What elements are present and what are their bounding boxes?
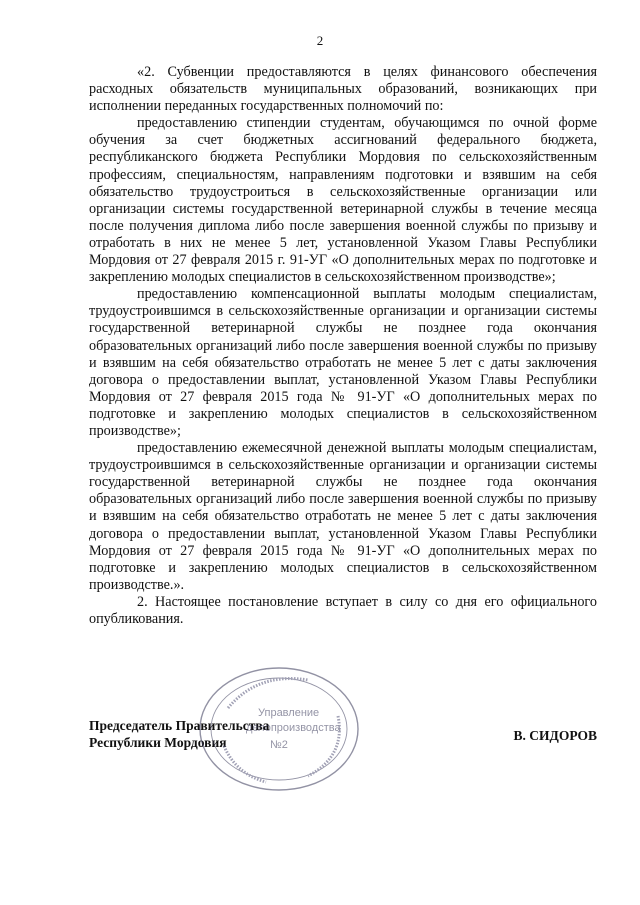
- signatory-title-line2: Республики Мордовия: [89, 735, 227, 750]
- page-number: 2: [316, 33, 324, 48]
- paragraph-monthly-payment: предоставлению ежемесячной денежной выплаты молодым специалистам, трудоустроившимся в сельскохозяйственные организации и организации системы государственной ветеринарной службы не позднее года окончания образовательных организаций либо после завершения военной службы по призыву и взявшим на себя обязательство отработать не менее 5 лет с даты заключения договора о предоставлении выплат, установленной Указом Главы Республики Мордовия от 27 февраля 2015 года № 91-УГ «О дополнительных мерах по подготовке и закреплению молодых специалистов в сельскохозяйственном производстве.».: [89, 440, 597, 593]
- signatory-name: В. СИДОРОВ: [513, 728, 597, 743]
- signatory-title-line1: Председатель Правительства: [89, 718, 270, 733]
- paragraph-effective-date: 2. Настоящее постановление вступает в силу со дня его официального опубликования.: [89, 593, 597, 627]
- stamp-line3: №2: [270, 739, 288, 751]
- official-stamp: [196, 664, 362, 794]
- document-body: [89, 64, 597, 628]
- stamp-line2: делопроизводства: [246, 722, 341, 734]
- paragraph-scholarship: предоставлению стипендии студентам, обучающимся по очной форме обучения за счет бюджетных ассигнований федерального бюджета, республиканского бюджета Республики Мордовия по сельскохозяйственным профессиям, специальностям, направлениям подготовки и взявшим на себя обязательство трудоустроиться в сельскохозяйственные организации или организации системы государственной ветеринарной службы в течение месяца после получения диплома либо после завершения военной службы по призыву и отработать в них не менее 5 лет, установленной Указом Главы Республики Мордовия от 27 февраля 2015 г. 91-УГ «О дополнительных мерах по подготовке и закреплению молодых специалистов в сельскохозяйственном производстве»;: [89, 115, 597, 286]
- stamp-line1: Управление: [258, 707, 320, 719]
- paragraph-subventions: «2. Субвенции предоставляются в целях финансового обеспечения расходных обязательств муниципальных образований, возникающих при исполнении переданных государственных полномочий по:: [89, 64, 597, 115]
- paragraph-compensation: предоставлению компенсационной выплаты молодым специалистам, трудоустроившимся в сельскохозяйственные организации и организации системы государственной ветеринарной службы не позднее года окончания образовательных организаций либо после завершения военной службы по призыву и взявшим на себя обязательство отработать не менее 5 лет с даты заключения договора о предоставлении выплат, установленной Указом Главы Республики Мордовия от 27 февраля 2015 года № 91-УГ «О дополнительных мерах по подготовке и закреплению молодых специалистов в сельскохозяйственном производстве»;: [89, 286, 597, 439]
